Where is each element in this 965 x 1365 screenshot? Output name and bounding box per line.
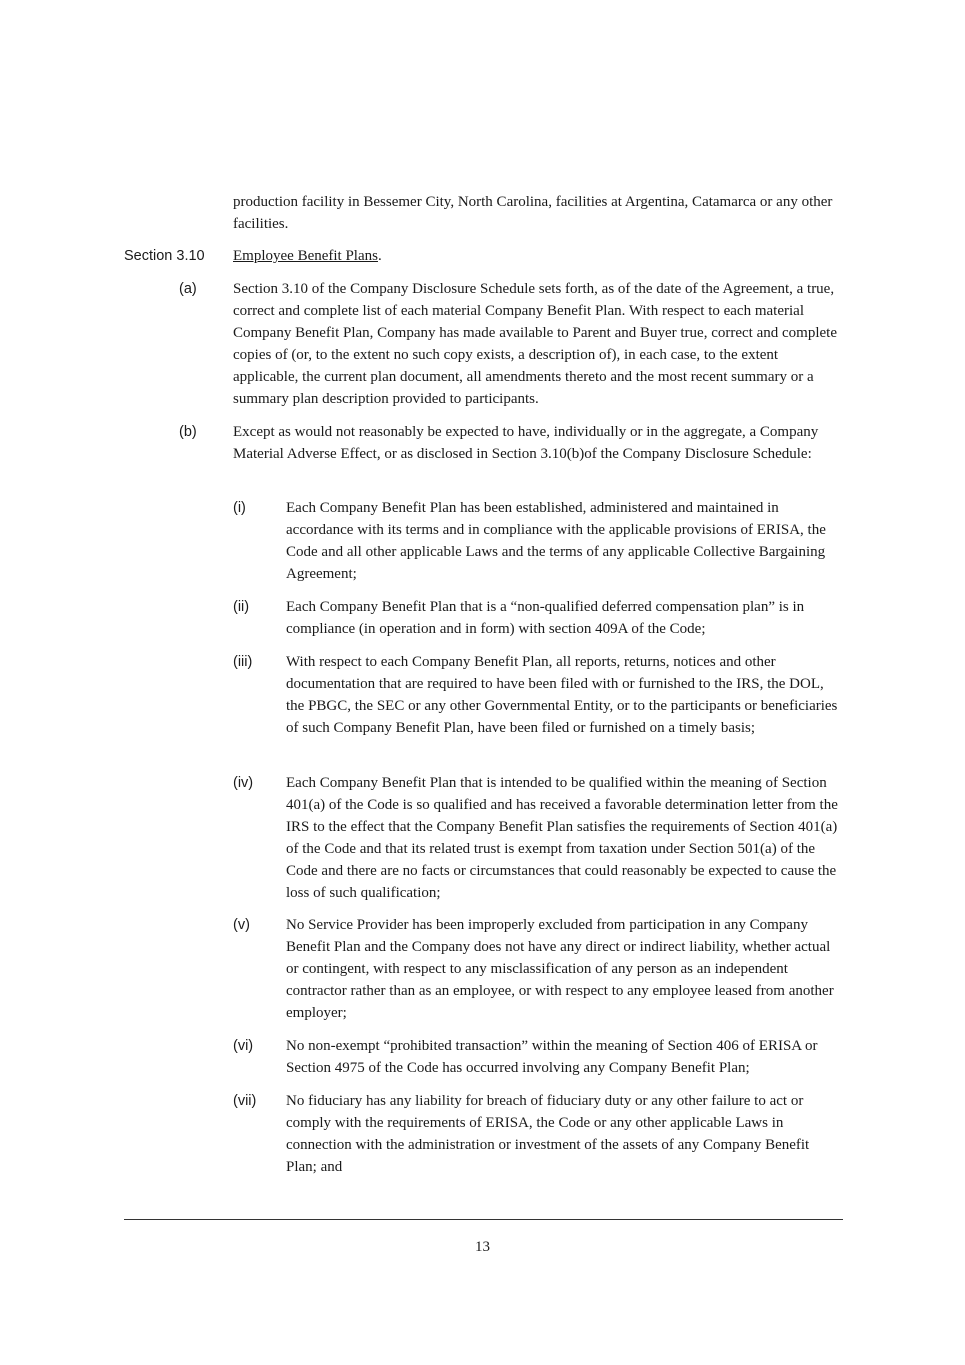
item-label-v: (v) bbox=[233, 917, 250, 933]
subsection-label-b: (b) bbox=[179, 424, 197, 440]
item-label-i: (i) bbox=[233, 500, 246, 516]
page-number: 13 bbox=[475, 1239, 490, 1255]
section-heading bbox=[233, 245, 837, 267]
subsection-text-b: Except as would not reasonably be expected to have, individually or in the aggregate, a Company Material Adverse Effect, or as disclosed in Section 3.10(b)of the Company Disclosure Schedule: bbox=[233, 424, 819, 462]
item-text-vii: No fiduciary has any liability for breach of fiduciary duty or any other failure to act or comply with the requirements of ERISA, the Code or any other applicable Laws in connection with the administration or investment of the assets of any Company Benefit Plan; and bbox=[286, 1093, 810, 1175]
footer-divider bbox=[124, 1219, 843, 1220]
section-title-suffix: . bbox=[377, 248, 382, 264]
item-text-ii: Each Company Benefit Plan that is a “non-qualified deferred compensation plan” is in compliance (in operation and in form) with section 409A of the Code; bbox=[286, 599, 805, 637]
item-label-iii: (iii) bbox=[233, 654, 253, 670]
item-text-iii: With respect to each Company Benefit Plan, all reports, returns, notices and other documentation that are required to have been filed with or furnished to the IRS, the DOL, the PBGC, the SEC or any other Governmental Entity, or to the participants or beneficiaries of such Company Benefit Plan, have been filed or furnished on a timely basis; bbox=[286, 654, 838, 736]
item-label-ii: (ii) bbox=[233, 599, 250, 615]
item-label-vii: (vii) bbox=[233, 1093, 257, 1109]
item-text-iv: Each Company Benefit Plan that is intended to be qualified within the meaning of Section 401(a) of the Code is so qualified and has received a favorable determination letter from the IRS to the effect that the Company Benefit Plan satisfies the requirements of Section 401(a) of the Code and that its related trust is exempt from taxation under Section 501(a) of the Code and there are no facts or circumstances that could reasonably be expected to cause the loss of such qualification; bbox=[286, 775, 838, 901]
item-text-i: Each Company Benefit Plan has been established, administered and maintained in accordance with its terms and in compliance with the applicable provisions of ERISA, the Code and all other applicable Laws and the terms of any applicable Collective Bargaining Agreement; bbox=[286, 500, 826, 582]
subsection-text-a: Section 3.10 of the Company Disclosure Schedule sets forth, as of the date of the Agreement, a true, correct and complete list of each material Company Benefit Plan. With respect to each material Company Benefit Plan, Company has made available to Parent and Buyer true, correct and complete copies of (or, to the extent no such copy exists, a description of), in each case, to the extent applicable, the current plan document, all amendments thereto and the most recent summary or a summary plan description provided to participants. bbox=[233, 281, 837, 407]
item-label-iv: (iv) bbox=[233, 775, 254, 791]
item-text-v: No Service Provider has been improperly excluded from participation in any Company Benefit Plan and the Company does not have any direct or indirect liability, whether actual or contingent, with respect to any misclassification of any person as an independent contractor rather than as an employee, or with respect to any employee leased from another employer; bbox=[286, 917, 834, 1021]
section-title: Employee Benefit Plans bbox=[233, 248, 378, 264]
item-text-vi: No non-exempt “prohibited transaction” within the meaning of Section 406 of ERISA or Section 4975 of the Code has occurred involving any Company Benefit Plan; bbox=[286, 1038, 818, 1076]
section-number: Section 3.10 bbox=[124, 248, 205, 264]
item-label-vi: (vi) bbox=[233, 1038, 254, 1054]
subsection-label-a: (a) bbox=[179, 281, 197, 297]
intro-paragraph: production facility in Bessemer City, North Carolina, facilities at Argentina, Catamarca or any other facilities. bbox=[233, 194, 833, 232]
